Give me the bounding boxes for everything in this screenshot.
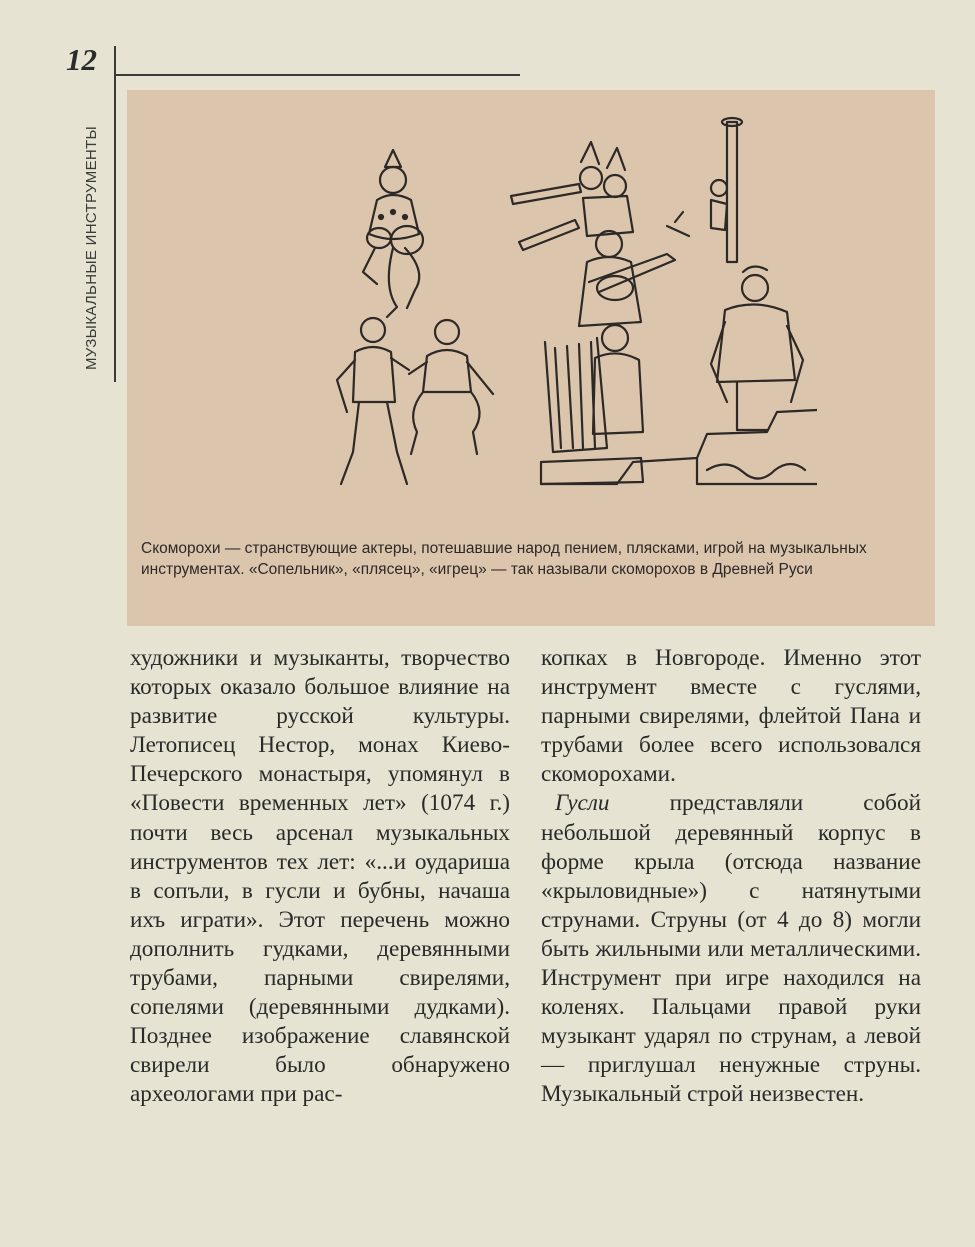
section-title: МУЗЫКАЛЬНЫЕ ИНСТРУМЕНТЫ: [83, 125, 100, 370]
header-horizontal-rule: [116, 74, 520, 76]
gudok-player-figure: [579, 212, 689, 326]
text-column-left: [130, 644, 510, 1110]
gusli-description: представляли собой небольшой деревянный корпус в форме крыла (отсюда название «крыловидные») с натянутыми струнами. Струны (от 4 до 8) могли быть жильными или металлическими. Инструмент при игре находился на коленях. Пальцами правой руки музыкант ударял по струнам, а левой — приглушал ненужные струны. Музыкальный строй неизвестен.: [541, 790, 921, 1108]
dancing-skomorokh-figure: [409, 320, 493, 454]
right-column-paragraph-1: копках в Новгороде. Именно этот инструмент вместе с гуслями, парными свирелями, флейтой Пана и трубами более всего использовался скоморохами.: [541, 645, 921, 788]
text-column-right: [541, 644, 921, 1110]
gusli-player-figure: [541, 325, 643, 484]
page-number: 12: [66, 42, 97, 77]
left-column-text: художники и музыканты, творчество которых оказало большое влияние на развитие русской культуры. Летописец Нестор, монах Киево-Печерского монастыря, упомянул в «Повести временных лет» (1074 г.) почти весь арсенал музыкальных инструментов тех лет: «...и оудариша в сопъли, в гусли и бубны, начаша ихъ играти». Этот перечень можно дополнить гудками, деревянными трубами, парными свирелями, сопелями (деревянными дудками). Позднее изображение славянской свирели было обнаружено археологами при рас-: [130, 645, 510, 1108]
figure-panel: [127, 90, 935, 626]
gusli-term: Гусли: [555, 790, 610, 817]
kneeling-skomorokh-figure: [711, 266, 803, 430]
pipe-players-figure: [511, 142, 633, 250]
dancer-with-tambourine-figure: [363, 150, 423, 317]
header-vertical-rule: [114, 46, 116, 382]
skomorokhi-illustration: [297, 112, 817, 522]
acrobat-figure: [337, 318, 409, 484]
right-column-paragraph-2: [541, 789, 921, 1109]
pole-balancer-figure: [711, 118, 742, 262]
figure-caption: Скоморохи — странствующие актеры, потешавшие народ пением, плясками, игрой на музыкальных инструментах. «Сопельник», «плясец», «игрец» — так называли скоморохов в Древней Руси: [141, 540, 867, 578]
